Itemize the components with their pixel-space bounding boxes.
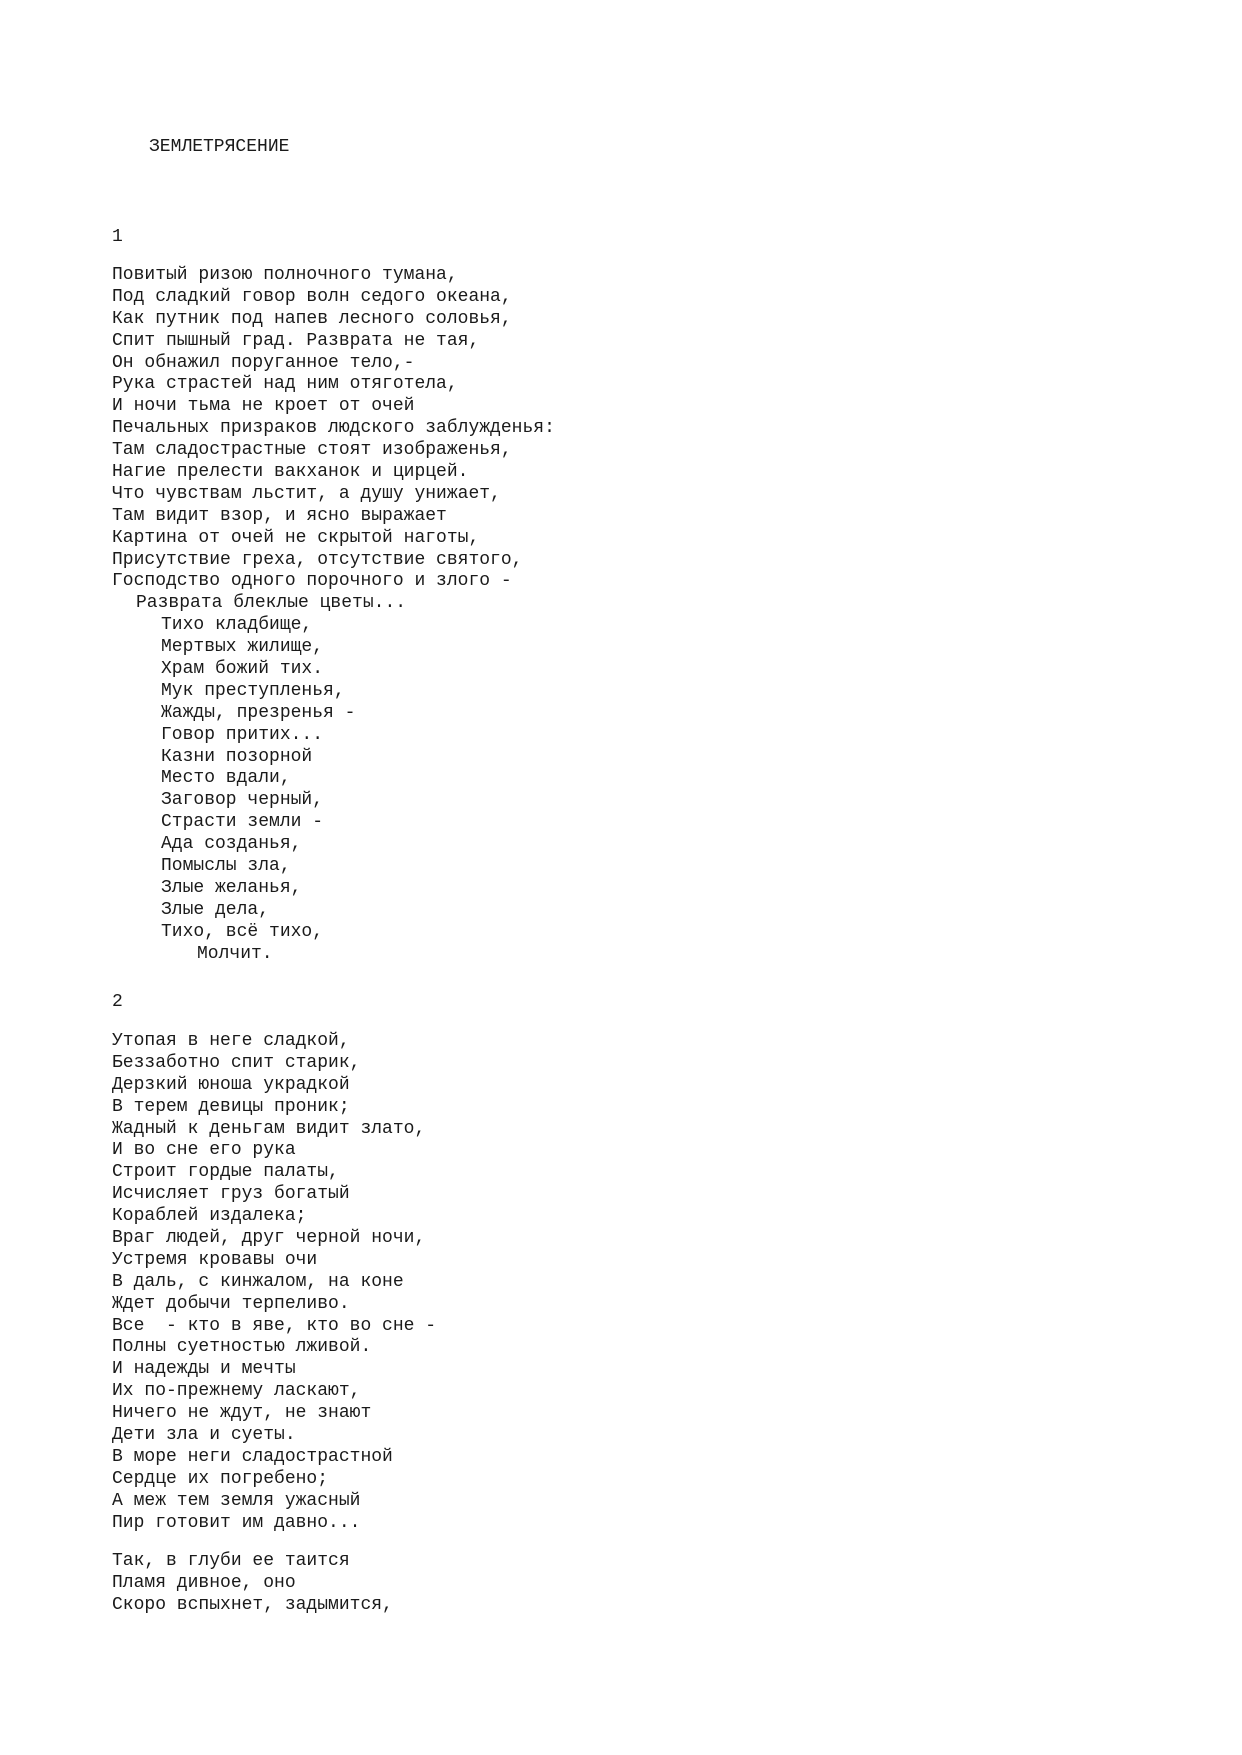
- verse-line: Что чувствам льстит, а душу унижает,: [112, 483, 501, 504]
- verse-line: Ждет добычи терпеливо.: [112, 1293, 350, 1314]
- verse-line: Страсти земли -: [161, 812, 324, 833]
- stanza-3: [112, 1551, 393, 1617]
- verse-line: Картина от очей не скрытой наготы,: [112, 527, 480, 548]
- verse-line: Там видит взор, и ясно выражает: [112, 505, 447, 526]
- section-number-2: 2: [112, 992, 123, 1012]
- verse-line: Злые дела,: [161, 899, 270, 920]
- verse-line: Все - кто в яве, кто во сне -: [112, 1315, 437, 1336]
- verse-line: Заговор черный,: [161, 790, 324, 811]
- verse-line: Повитый ризою полночного тумана,: [112, 265, 458, 285]
- verse-line: Мертвых жилище,: [161, 637, 324, 658]
- verse-line: Беззаботно спит старик,: [112, 1052, 361, 1073]
- verse-line: Храм божий тих.: [161, 659, 324, 680]
- verse-line: Спит пышный град. Разврата не тая,: [112, 330, 480, 351]
- section-number-1: 1: [112, 227, 123, 247]
- verse-line: Скоро вспыхнет, задымится,: [112, 1594, 393, 1615]
- verse-line: Их по-прежнему ласкают,: [112, 1381, 361, 1402]
- verse-line: Мук преступленья,: [161, 680, 345, 701]
- verse-line: Дерзкий юноша украдкой: [112, 1074, 350, 1095]
- verse-line: Помыслы зла,: [161, 856, 291, 877]
- stanza-1: [112, 265, 555, 966]
- verse-line: Тихо, всё тихо,: [161, 921, 324, 942]
- verse-line: Присутствие греха, отсутствие святого,: [112, 549, 523, 570]
- verse-line: Пламя дивное, оно: [112, 1572, 296, 1593]
- verse-line: Нагие прелести вакханок и цирцей.: [112, 462, 469, 483]
- verse-line: Жажды, презренья -: [161, 702, 356, 723]
- verse-line: Утопая в неге сладкой,: [112, 1031, 350, 1051]
- verse-line: Печальных призраков людского заблужденья:: [112, 418, 555, 439]
- verse-line: Исчисляет груз богатый: [112, 1184, 350, 1205]
- verse-line: И во сне его рука: [112, 1140, 296, 1161]
- verse-line: Ада созданья,: [161, 834, 302, 855]
- verse-line: И надежды и мечты: [112, 1359, 296, 1380]
- verse-line: Полны суетностью лживой.: [112, 1337, 372, 1358]
- verse-line: В море неги сладострастной: [112, 1446, 393, 1467]
- verse-line: Он обнажил поруганное тело,-: [112, 352, 415, 373]
- verse-line: Ничего не ждут, не знают: [112, 1403, 372, 1424]
- verse-line: И ночи тьма не кроет от очей: [112, 396, 415, 417]
- verse-line: В даль, с кинжалом, на коне: [112, 1271, 404, 1292]
- verse-line: Пир готовит им давно...: [112, 1512, 361, 1533]
- verse-line: Строит гордые палаты,: [112, 1162, 339, 1183]
- verse-line: Тихо кладбище,: [161, 615, 313, 636]
- verse-line: А меж тем земля ужасный: [112, 1490, 361, 1511]
- verse-line: Кораблей издалека;: [112, 1206, 307, 1227]
- stanza-2: [112, 1031, 436, 1534]
- verse-line: Так, в глуби ее таится: [112, 1551, 350, 1571]
- verse-line: Сердце их погребено;: [112, 1468, 329, 1489]
- verse-line: Рука страстей над ним отяготела,: [112, 374, 458, 395]
- verse-line: В терем девицы проник;: [112, 1096, 350, 1117]
- verse-line: Враг людей, друг черной ночи,: [112, 1228, 426, 1249]
- verse-line: Дети зла и суеты.: [112, 1425, 296, 1446]
- poem-title: ЗЕМЛЕТРЯСЕНИЕ: [149, 137, 290, 157]
- verse-line: Место вдали,: [161, 768, 291, 789]
- verse-line: Устремя кровавы очи: [112, 1249, 318, 1270]
- verse-line: Злые желанья,: [161, 877, 302, 898]
- verse-line: Говор притих...: [161, 724, 324, 745]
- verse-line: Разврата блеклые цветы...: [136, 593, 407, 614]
- verse-line: Как путник под напев лесного соловья,: [112, 308, 512, 329]
- verse-line: Казни позорной: [161, 746, 313, 767]
- verse-line: Молчит.: [197, 943, 273, 964]
- verse-line: Под сладкий говор волн седого океана,: [112, 286, 512, 307]
- verse-line: Там сладострастные стоят изображенья,: [112, 440, 512, 461]
- verse-line: Господство одного порочного и злого -: [112, 571, 512, 592]
- verse-line: Жадный к деньгам видит злато,: [112, 1118, 426, 1139]
